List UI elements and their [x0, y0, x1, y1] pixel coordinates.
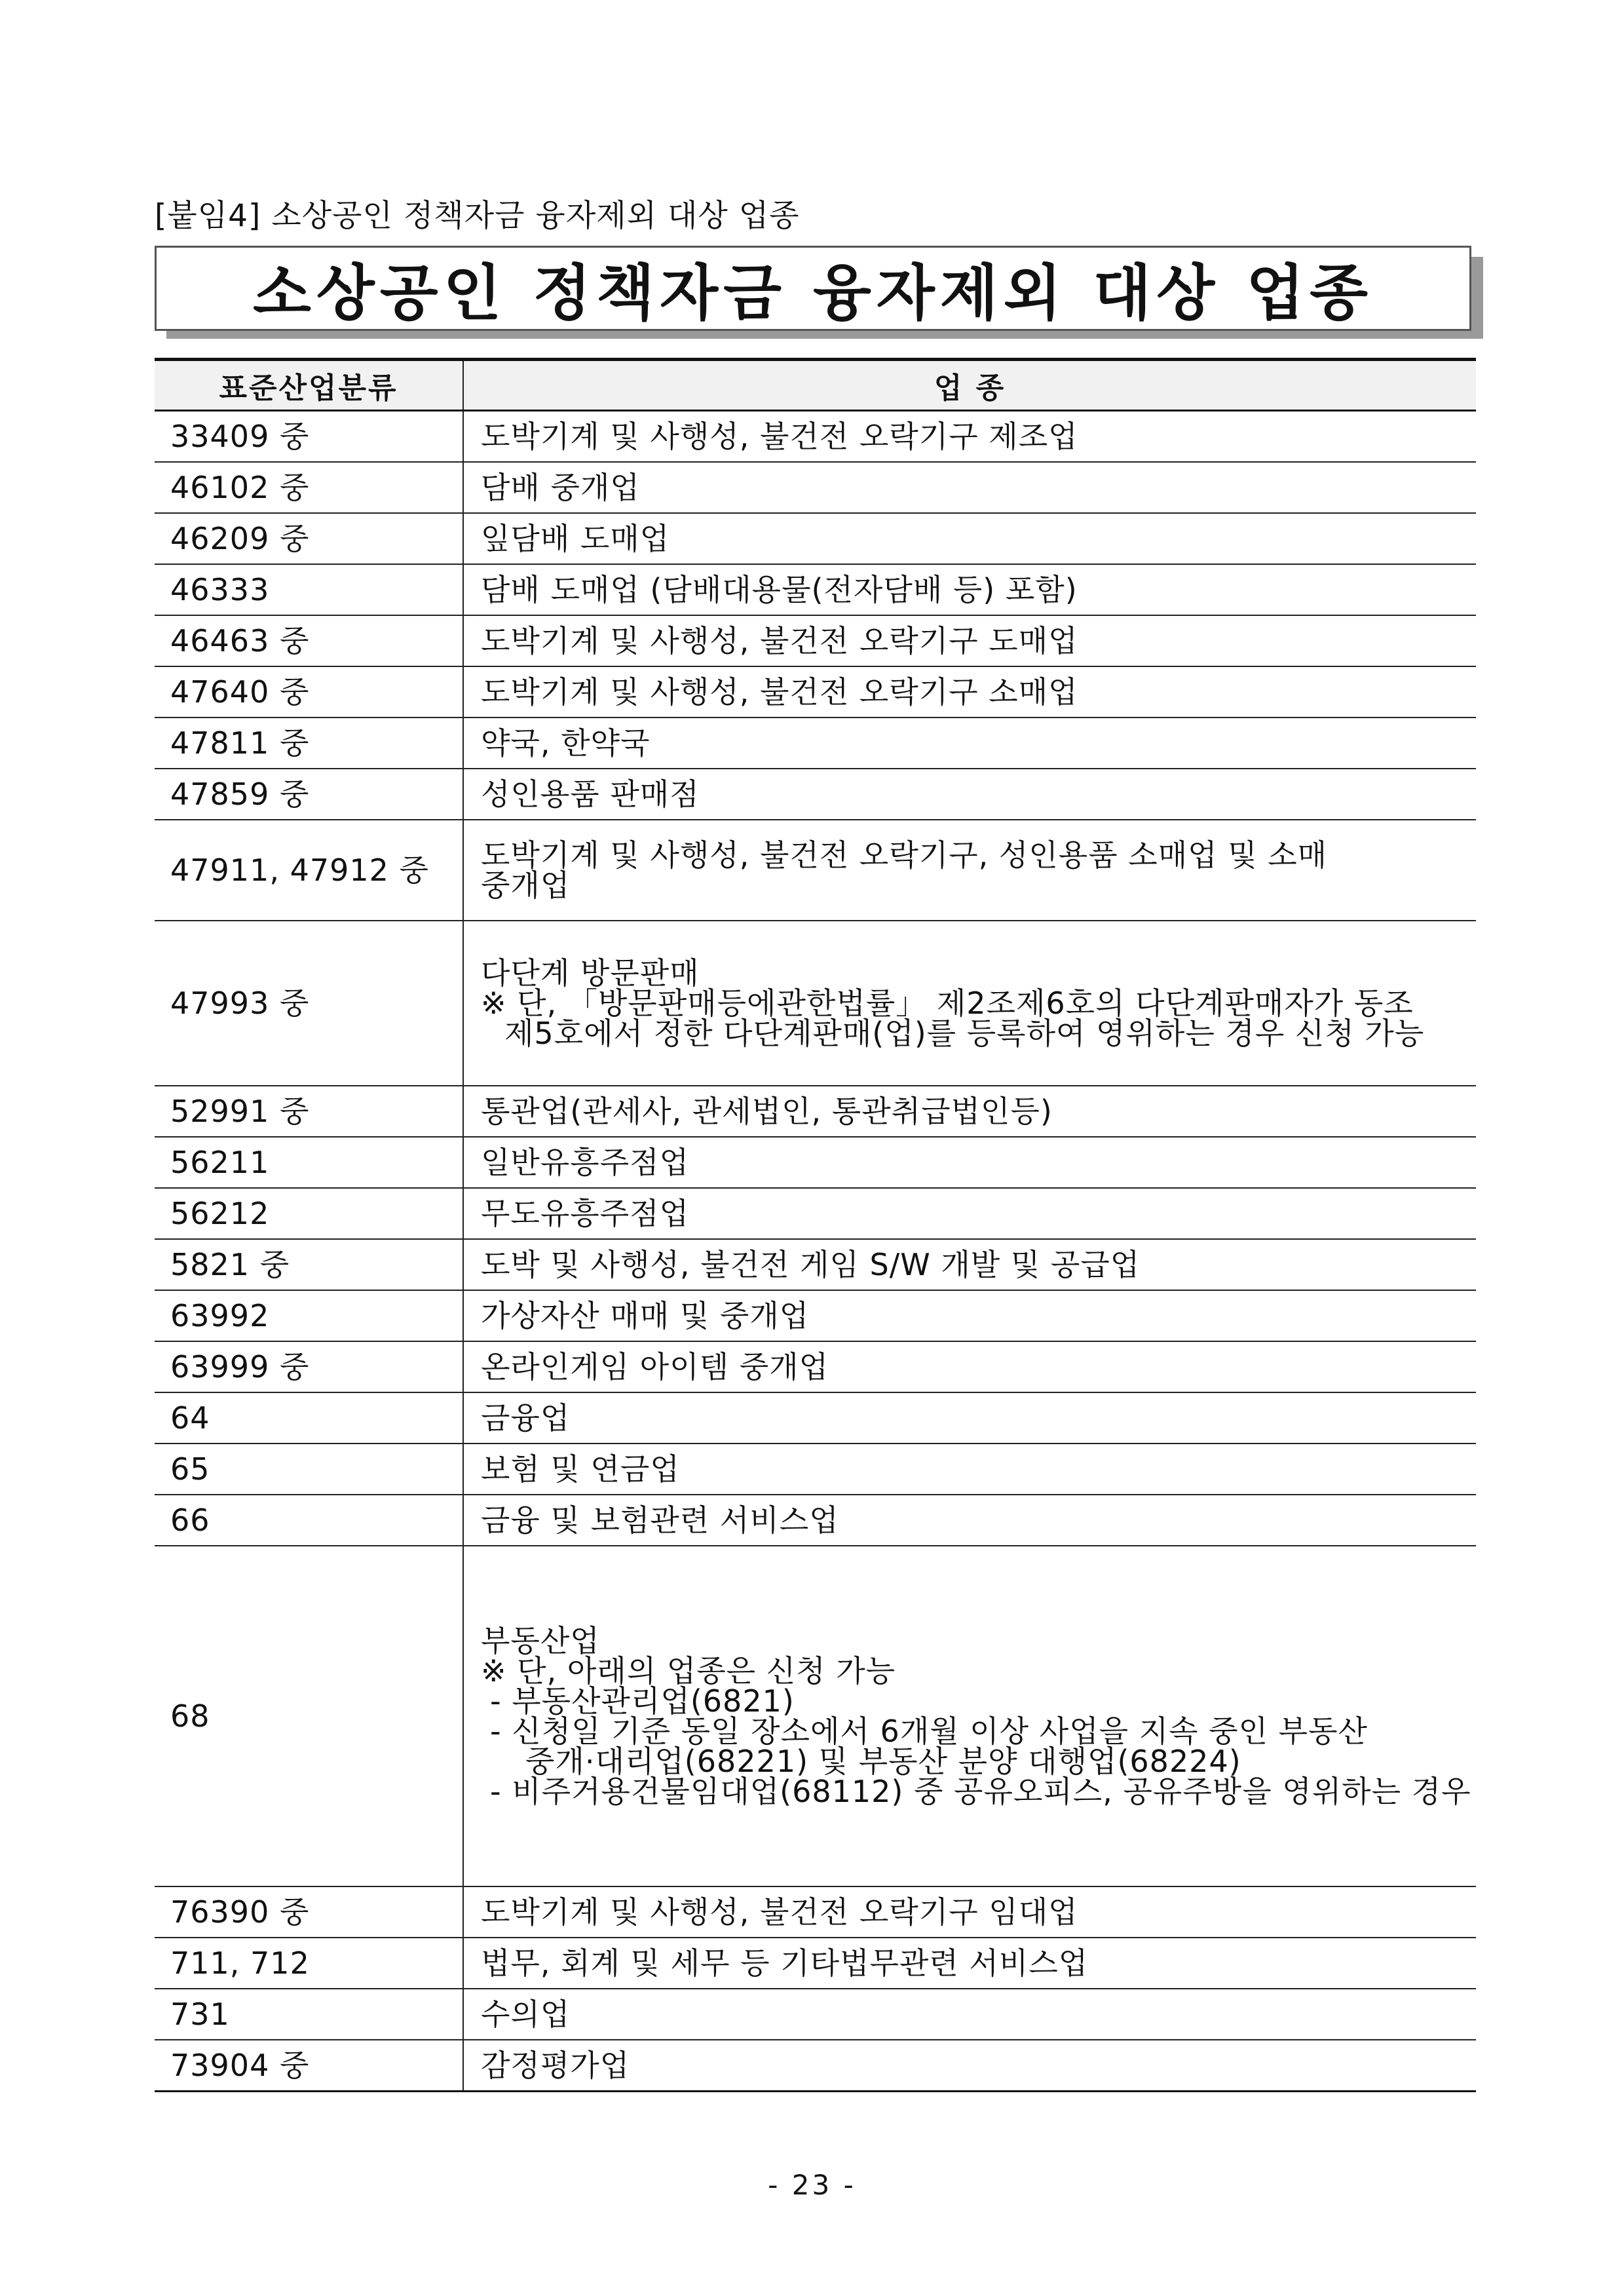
- exception-item-continued: 중개·대리업(68221) 및 부동산 분양 대행업(68224): [525, 1744, 1241, 1779]
- table-row: [155, 1989, 1476, 2040]
- industry-code: 76390 중: [155, 1886, 463, 1938]
- description-line: 온라인게임 아이템 중개업: [481, 1349, 829, 1385]
- description-line: 일반유흥주점업: [481, 1145, 690, 1180]
- industry-code: 65: [155, 1444, 463, 1495]
- industry-description: [463, 1989, 1476, 2040]
- industry-description: [463, 1290, 1476, 1341]
- industry-code: 47640 중: [155, 666, 463, 718]
- description-line: 다단계 방문판매: [481, 955, 700, 991]
- industry-description: [463, 1086, 1476, 1137]
- description-line: 도박기계 및 사행성, 불건전 오락기구 제조업: [481, 419, 1078, 454]
- industry-description: [463, 411, 1476, 463]
- exception-item: - 부동산관리업(6821): [490, 1683, 795, 1719]
- industry-description: [463, 615, 1476, 666]
- table-row: [155, 1495, 1476, 1546]
- excluded-industries-table: [155, 358, 1476, 2092]
- description-line: 무도유흥주점업: [481, 1196, 690, 1231]
- table-row: [155, 718, 1476, 769]
- table-row: [155, 1137, 1476, 1188]
- industry-code: 56212: [155, 1188, 463, 1239]
- industry-code: 47811 중: [155, 718, 463, 769]
- header-industry-code: 표준산업분류: [155, 360, 463, 411]
- description-line: 도박기계 및 사행성, 불건전 오락기구 임대업: [481, 1894, 1078, 1930]
- industry-code: 66: [155, 1495, 463, 1546]
- table-row: [155, 1392, 1476, 1444]
- industry-description: [463, 1392, 1476, 1444]
- industry-description: [463, 1239, 1476, 1290]
- description-line: 성인용품 판매점: [481, 776, 700, 812]
- description-line: 도박 및 사행성, 불건전 게임 S/W 개발 및 공급업: [481, 1247, 1141, 1282]
- table-row: [155, 769, 1476, 820]
- industry-description: [463, 513, 1476, 564]
- industry-description: [463, 1137, 1476, 1188]
- note-line: ※ 단, 아래의 업종은 신청 가능: [481, 1653, 896, 1689]
- table-row: [155, 615, 1476, 666]
- industry-description: [463, 820, 1476, 921]
- table-row: [155, 1341, 1476, 1392]
- industry-code: 52991 중: [155, 1086, 463, 1137]
- industry-code: 46463 중: [155, 615, 463, 666]
- industry-code: 46333: [155, 564, 463, 615]
- table-row: [155, 411, 1476, 463]
- table-row: [155, 1239, 1476, 1290]
- table-header-row: [155, 360, 1476, 411]
- industry-description: [463, 921, 1476, 1086]
- industry-description: [463, 1938, 1476, 1989]
- industry-code: 63999 중: [155, 1341, 463, 1392]
- exception-item: - 비주거용건물임대업(68112) 중 공유오피스, 공유주방을 영위하는 경우: [490, 1774, 1471, 1809]
- description-line: 감정평가업: [481, 2048, 630, 2083]
- industry-description: [463, 1341, 1476, 1392]
- industry-description: [463, 1546, 1476, 1886]
- table-row: [155, 1290, 1476, 1341]
- description-line: 수의업: [481, 1997, 571, 2032]
- description-line: 부동산업: [481, 1623, 600, 1658]
- industry-code: 5821 중: [155, 1239, 463, 1290]
- description-line: 도박기계 및 사행성, 불건전 오락기구 소매업: [481, 674, 1078, 710]
- industry-description: [463, 564, 1476, 615]
- industry-description: [463, 1444, 1476, 1495]
- table-row: [155, 564, 1476, 615]
- description-line: 가상자산 매매 및 중개업: [481, 1298, 810, 1333]
- table-row: [155, 1086, 1476, 1137]
- table-row: [155, 820, 1476, 921]
- table-row: [155, 921, 1476, 1086]
- description-line: 통관업(관세사, 관세법인, 통관취급법인등): [481, 1094, 1053, 1129]
- description-line: 약국, 한약국: [481, 725, 651, 761]
- industry-description: [463, 666, 1476, 718]
- note-line: ※ 단, 「방문판매등에관한법률」 제2조제6호의 다단계판매자가 동조: [481, 985, 1414, 1021]
- industry-description: [463, 1188, 1476, 1239]
- table-row: [155, 1546, 1476, 1886]
- industry-code: 68: [155, 1546, 463, 1886]
- note-line: 제5호에서 정한 다단계판매(업)를 등록하여 영위하는 경우 신청 가능: [504, 1016, 1425, 1051]
- table-row: [155, 513, 1476, 564]
- industry-description: [463, 462, 1476, 513]
- table-row: [155, 2040, 1476, 2092]
- description-line: 담배 도매업 (담배대용물(전자담배 등) 포함): [481, 572, 1078, 607]
- description-line: 법무, 회계 및 세무 등 기타법무관련 서비스업: [481, 1945, 1089, 1981]
- exception-item: - 신청일 기준 동일 장소에서 6개월 이상 사업을 지속 중인 부동산: [490, 1713, 1368, 1749]
- industry-code: 47993 중: [155, 921, 463, 1086]
- table-row: [155, 1886, 1476, 1938]
- industry-code: 47911, 47912 중: [155, 820, 463, 921]
- description-line: 보험 및 연금업: [481, 1451, 680, 1487]
- industry-description: [463, 2040, 1476, 2092]
- industry-description: [463, 1495, 1476, 1546]
- description-line: 중개업: [481, 868, 571, 903]
- industry-code: 64: [155, 1392, 463, 1444]
- page-title: 소상공인 정책자금 융자제외 대상 업종: [252, 258, 1374, 328]
- table-row: [155, 666, 1476, 718]
- industry-code: 56211: [155, 1137, 463, 1188]
- description-line: 도박기계 및 사행성, 불건전 오락기구 도매업: [481, 623, 1078, 659]
- industry-code: 63992: [155, 1290, 463, 1341]
- industry-code: 47859 중: [155, 769, 463, 820]
- table-row: [155, 1188, 1476, 1239]
- table-row: [155, 1444, 1476, 1495]
- header-industry-type: 업 종: [463, 360, 1476, 411]
- industry-description: [463, 718, 1476, 769]
- table-row: [155, 1938, 1476, 1989]
- description-line: 잎담배 도매업: [481, 521, 670, 556]
- industry-description: [463, 1886, 1476, 1938]
- description-line: 금융업: [481, 1400, 571, 1436]
- industry-code: 711, 712: [155, 1938, 463, 1989]
- description-line: 금융 및 보험관련 서비스업: [481, 1502, 839, 1538]
- industry-code: 33409 중: [155, 411, 463, 463]
- industry-code: 73904 중: [155, 2040, 463, 2092]
- title-box: [155, 246, 1471, 331]
- description-line: 담배 중개업: [481, 470, 640, 505]
- industry-code: 46102 중: [155, 462, 463, 513]
- attachment-label: [붙임4] 소상공인 정책자금 융자제외 대상 업종: [155, 198, 800, 234]
- description-line: 도박기계 및 사행성, 불건전 오락기구, 성인용품 소매업 및 소매: [481, 837, 1328, 873]
- industry-code: 46209 중: [155, 513, 463, 564]
- table-row: [155, 462, 1476, 513]
- page-number: - 23 -: [768, 2169, 856, 2201]
- industry-code: 731: [155, 1989, 463, 2040]
- industry-description: [463, 769, 1476, 820]
